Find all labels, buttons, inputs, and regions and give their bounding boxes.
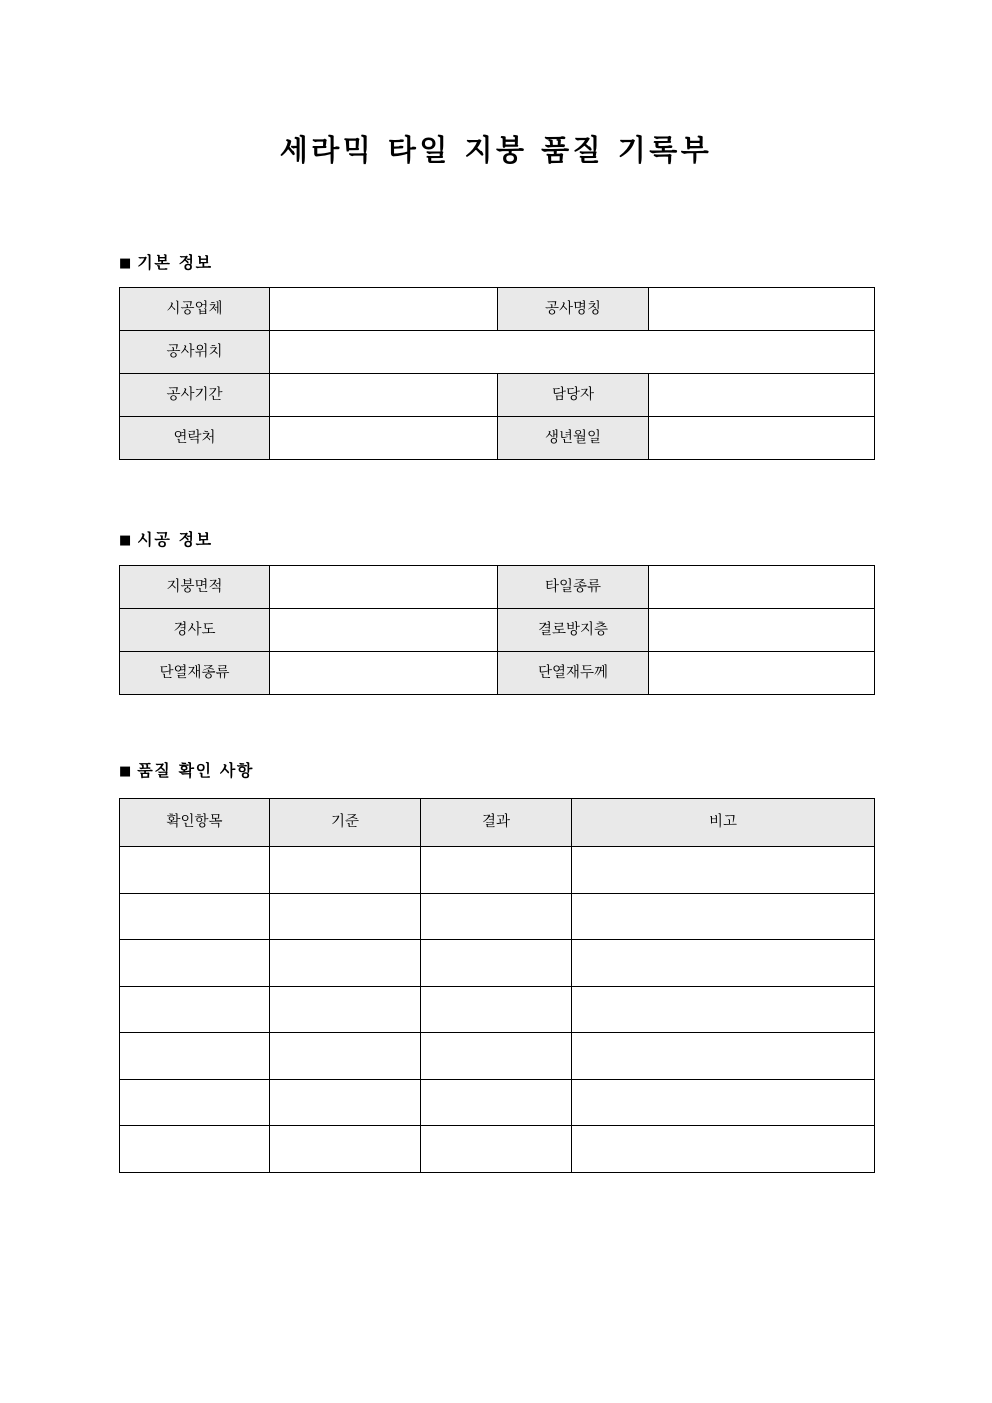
cell-standard[interactable]	[270, 1126, 421, 1173]
quality-check-body	[120, 847, 875, 1173]
cell-standard[interactable]	[270, 847, 421, 894]
cell-result[interactable]	[421, 1126, 572, 1173]
table-row	[120, 1079, 875, 1126]
cell-standard[interactable]	[270, 986, 421, 1033]
section-bullet-icon: ■	[119, 533, 132, 548]
field-value-contractor[interactable]	[270, 288, 498, 331]
table-row	[120, 986, 875, 1033]
table-row	[120, 609, 875, 652]
field-label-manager: 담당자	[498, 374, 649, 417]
field-label-contact: 연락처	[120, 417, 270, 460]
field-label-roof-area: 지붕면적	[120, 566, 270, 609]
field-value-project-location[interactable]	[270, 331, 875, 374]
table-row	[120, 893, 875, 940]
field-value-roof-area[interactable]	[270, 566, 498, 609]
column-header-remarks: 비고	[572, 799, 875, 847]
field-value-slope[interactable]	[270, 609, 498, 652]
field-label-condensation-layer: 결로방지층	[498, 609, 649, 652]
section-heading-quality-check-label: 품질 확인 사항	[137, 761, 254, 780]
cell-remarks[interactable]	[572, 1033, 875, 1080]
section-heading-basic-info-label: 기본 정보	[137, 253, 213, 272]
table-row	[120, 1033, 875, 1080]
field-value-contact[interactable]	[270, 417, 498, 460]
field-label-tile-type: 타일종류	[498, 566, 649, 609]
column-header-result: 결과	[421, 799, 572, 847]
cell-result[interactable]	[421, 893, 572, 940]
cell-item[interactable]	[120, 893, 270, 940]
cell-item[interactable]	[120, 1079, 270, 1126]
section-heading-basic-info	[119, 253, 213, 272]
table-row	[120, 940, 875, 987]
section-bullet-icon: ■	[119, 764, 132, 779]
field-label-contractor: 시공업체	[120, 288, 270, 331]
cell-remarks[interactable]	[572, 847, 875, 894]
cell-standard[interactable]	[270, 1079, 421, 1126]
column-header-standard: 기준	[270, 799, 421, 847]
basic-info-table	[119, 287, 875, 460]
column-header-item: 확인항목	[120, 799, 270, 847]
cell-item[interactable]	[120, 1126, 270, 1173]
table-row	[120, 331, 875, 374]
table-row	[120, 288, 875, 331]
cell-remarks[interactable]	[572, 1126, 875, 1173]
cell-item[interactable]	[120, 1033, 270, 1080]
cell-result[interactable]	[421, 847, 572, 894]
cell-result[interactable]	[421, 1033, 572, 1080]
cell-result[interactable]	[421, 986, 572, 1033]
cell-remarks[interactable]	[572, 893, 875, 940]
table-row	[120, 566, 875, 609]
cell-result[interactable]	[421, 1079, 572, 1126]
field-label-insulation-type: 단열재종류	[120, 652, 270, 695]
field-value-project-name[interactable]	[649, 288, 875, 331]
table-row	[120, 652, 875, 695]
section-heading-construction-info	[119, 530, 213, 549]
construction-info-table	[119, 565, 875, 695]
table-row	[120, 417, 875, 460]
cell-result[interactable]	[421, 940, 572, 987]
field-value-condensation-layer[interactable]	[649, 609, 875, 652]
field-value-project-period[interactable]	[270, 374, 498, 417]
field-value-insulation-thickness[interactable]	[649, 652, 875, 695]
table-row	[120, 374, 875, 417]
field-value-birthdate[interactable]	[649, 417, 875, 460]
cell-remarks[interactable]	[572, 986, 875, 1033]
cell-remarks[interactable]	[572, 1079, 875, 1126]
table-row	[120, 847, 875, 894]
field-value-manager[interactable]	[649, 374, 875, 417]
cell-remarks[interactable]	[572, 940, 875, 987]
field-value-tile-type[interactable]	[649, 566, 875, 609]
cell-standard[interactable]	[270, 1033, 421, 1080]
table-row	[120, 1126, 875, 1173]
section-heading-quality-check	[119, 761, 254, 780]
cell-item[interactable]	[120, 986, 270, 1033]
field-label-project-location: 공사위치	[120, 331, 270, 374]
field-value-insulation-type[interactable]	[270, 652, 498, 695]
section-bullet-icon: ■	[119, 256, 132, 271]
field-label-project-period: 공사기간	[120, 374, 270, 417]
section-heading-construction-info-label: 시공 정보	[137, 530, 213, 549]
field-label-birthdate: 생년월일	[498, 417, 649, 460]
table-header-row	[120, 799, 875, 847]
quality-check-table	[119, 798, 875, 1173]
cell-item[interactable]	[120, 847, 270, 894]
field-label-slope: 경사도	[120, 609, 270, 652]
page-title: 세라믹 타일 지붕 품질 기록부	[279, 133, 713, 167]
cell-standard[interactable]	[270, 940, 421, 987]
field-label-insulation-thickness: 단열재두께	[498, 652, 649, 695]
cell-item[interactable]	[120, 940, 270, 987]
cell-standard[interactable]	[270, 893, 421, 940]
field-label-project-name: 공사명칭	[498, 288, 649, 331]
